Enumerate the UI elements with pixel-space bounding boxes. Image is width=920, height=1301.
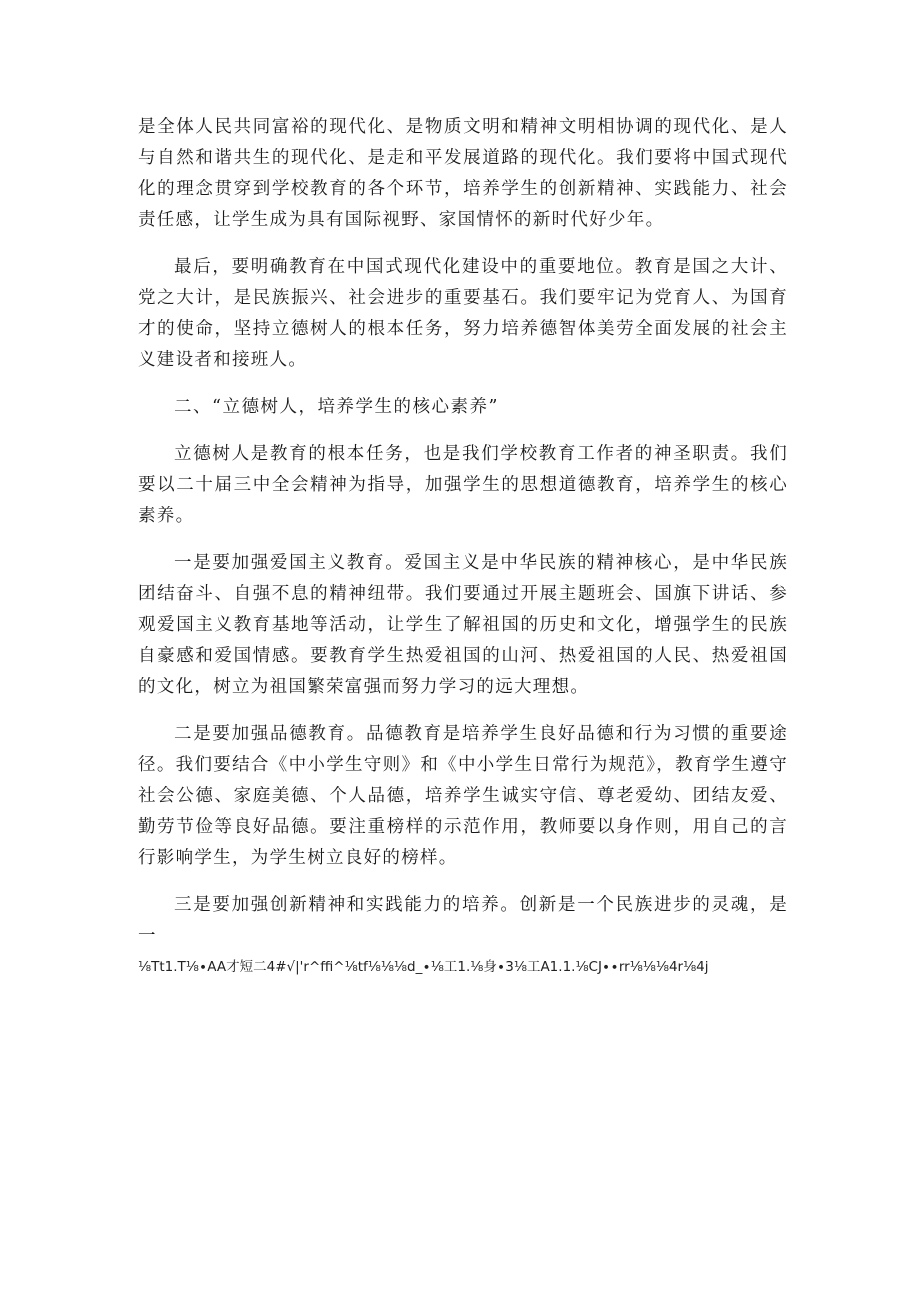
section-heading-two: 二、“立德树人，培养学生的核心素养” — [174, 397, 499, 417]
paragraph-innovation: 三是要加强创新精神和实践能力的培养。创新是一个民族进步的灵魂，是一 — [138, 895, 788, 946]
paragraph-continuation: 是全体人民共同富裕的现代化、是物质文明和精神文明相协调的现代化、是人与自然和谐共生的现代化、是走和平发展道路的现代化。我们要将中国式现代化的理念贯穿到学校教育的各个环节，培养学生的创新精神、实践能力、社会责任感，让学生成为具有国际视野、家国情怀的新时代好少年。 — [138, 117, 788, 230]
paragraph-intro: 立德树人是教育的根本任务，也是我们学校教育工作者的神圣职责。我们要以二十届三中全会精神为指导，加强学生的思想道德教育，培养学生的核心素养。 — [138, 444, 788, 526]
garbled-text-line: ⅛Tt1.T⅛∙AA才短二4#√|'r^ffi^⅛tf⅛⅛⅛d_∙⅛工1.⅛身∙3⅛工A1.1.⅛CJ∙∙rr⅛⅛⅛4r⅛4j — [138, 959, 709, 975]
document-page — [138, 112, 788, 980]
paragraph-morality: 二是要加强品德教育。品德教育是培养学生良好品德和行为习惯的重要途径。我们要结合《中小学生守则》和《中小学生日常行为规范》，教育学生遵守社会公德、家庭美德、个人品德，培养学生诚实守信、尊老爱幼、团结友爱、勤劳节俭等良好品德。要注重榜样的示范作用，教师要以身作则，用自己的言行影响学生，为学生树立良好的榜样。 — [138, 724, 788, 868]
paragraph-patriotism: 一是要加强爱国主义教育。爱国主义是中华民族的精神核心，是中华民族团结奋斗、自强不息的精神纽带。我们要通过开展主题班会、国旗下讲话、参观爱国主义教育基地等活动，让学生了解祖国的历史和文化，增强学生的民族自豪感和爱国情感。要教育学生热爱祖国的山河、热爱祖国的人民、热爱祖国的文化，树立为祖国繁荣富强而努力学习的远大理想。 — [138, 553, 788, 697]
paragraph-finally: 最后，要明确教育在中国式现代化建设中的重要地位。教育是国之大计、党之大计，是民族振兴、社会进步的重要基石。我们要牢记为党育人、为国育才的使命，坚持立德树人的根本任务，努力培养德智体美劳全面发展的社会主义建设者和接班人。 — [138, 257, 788, 370]
